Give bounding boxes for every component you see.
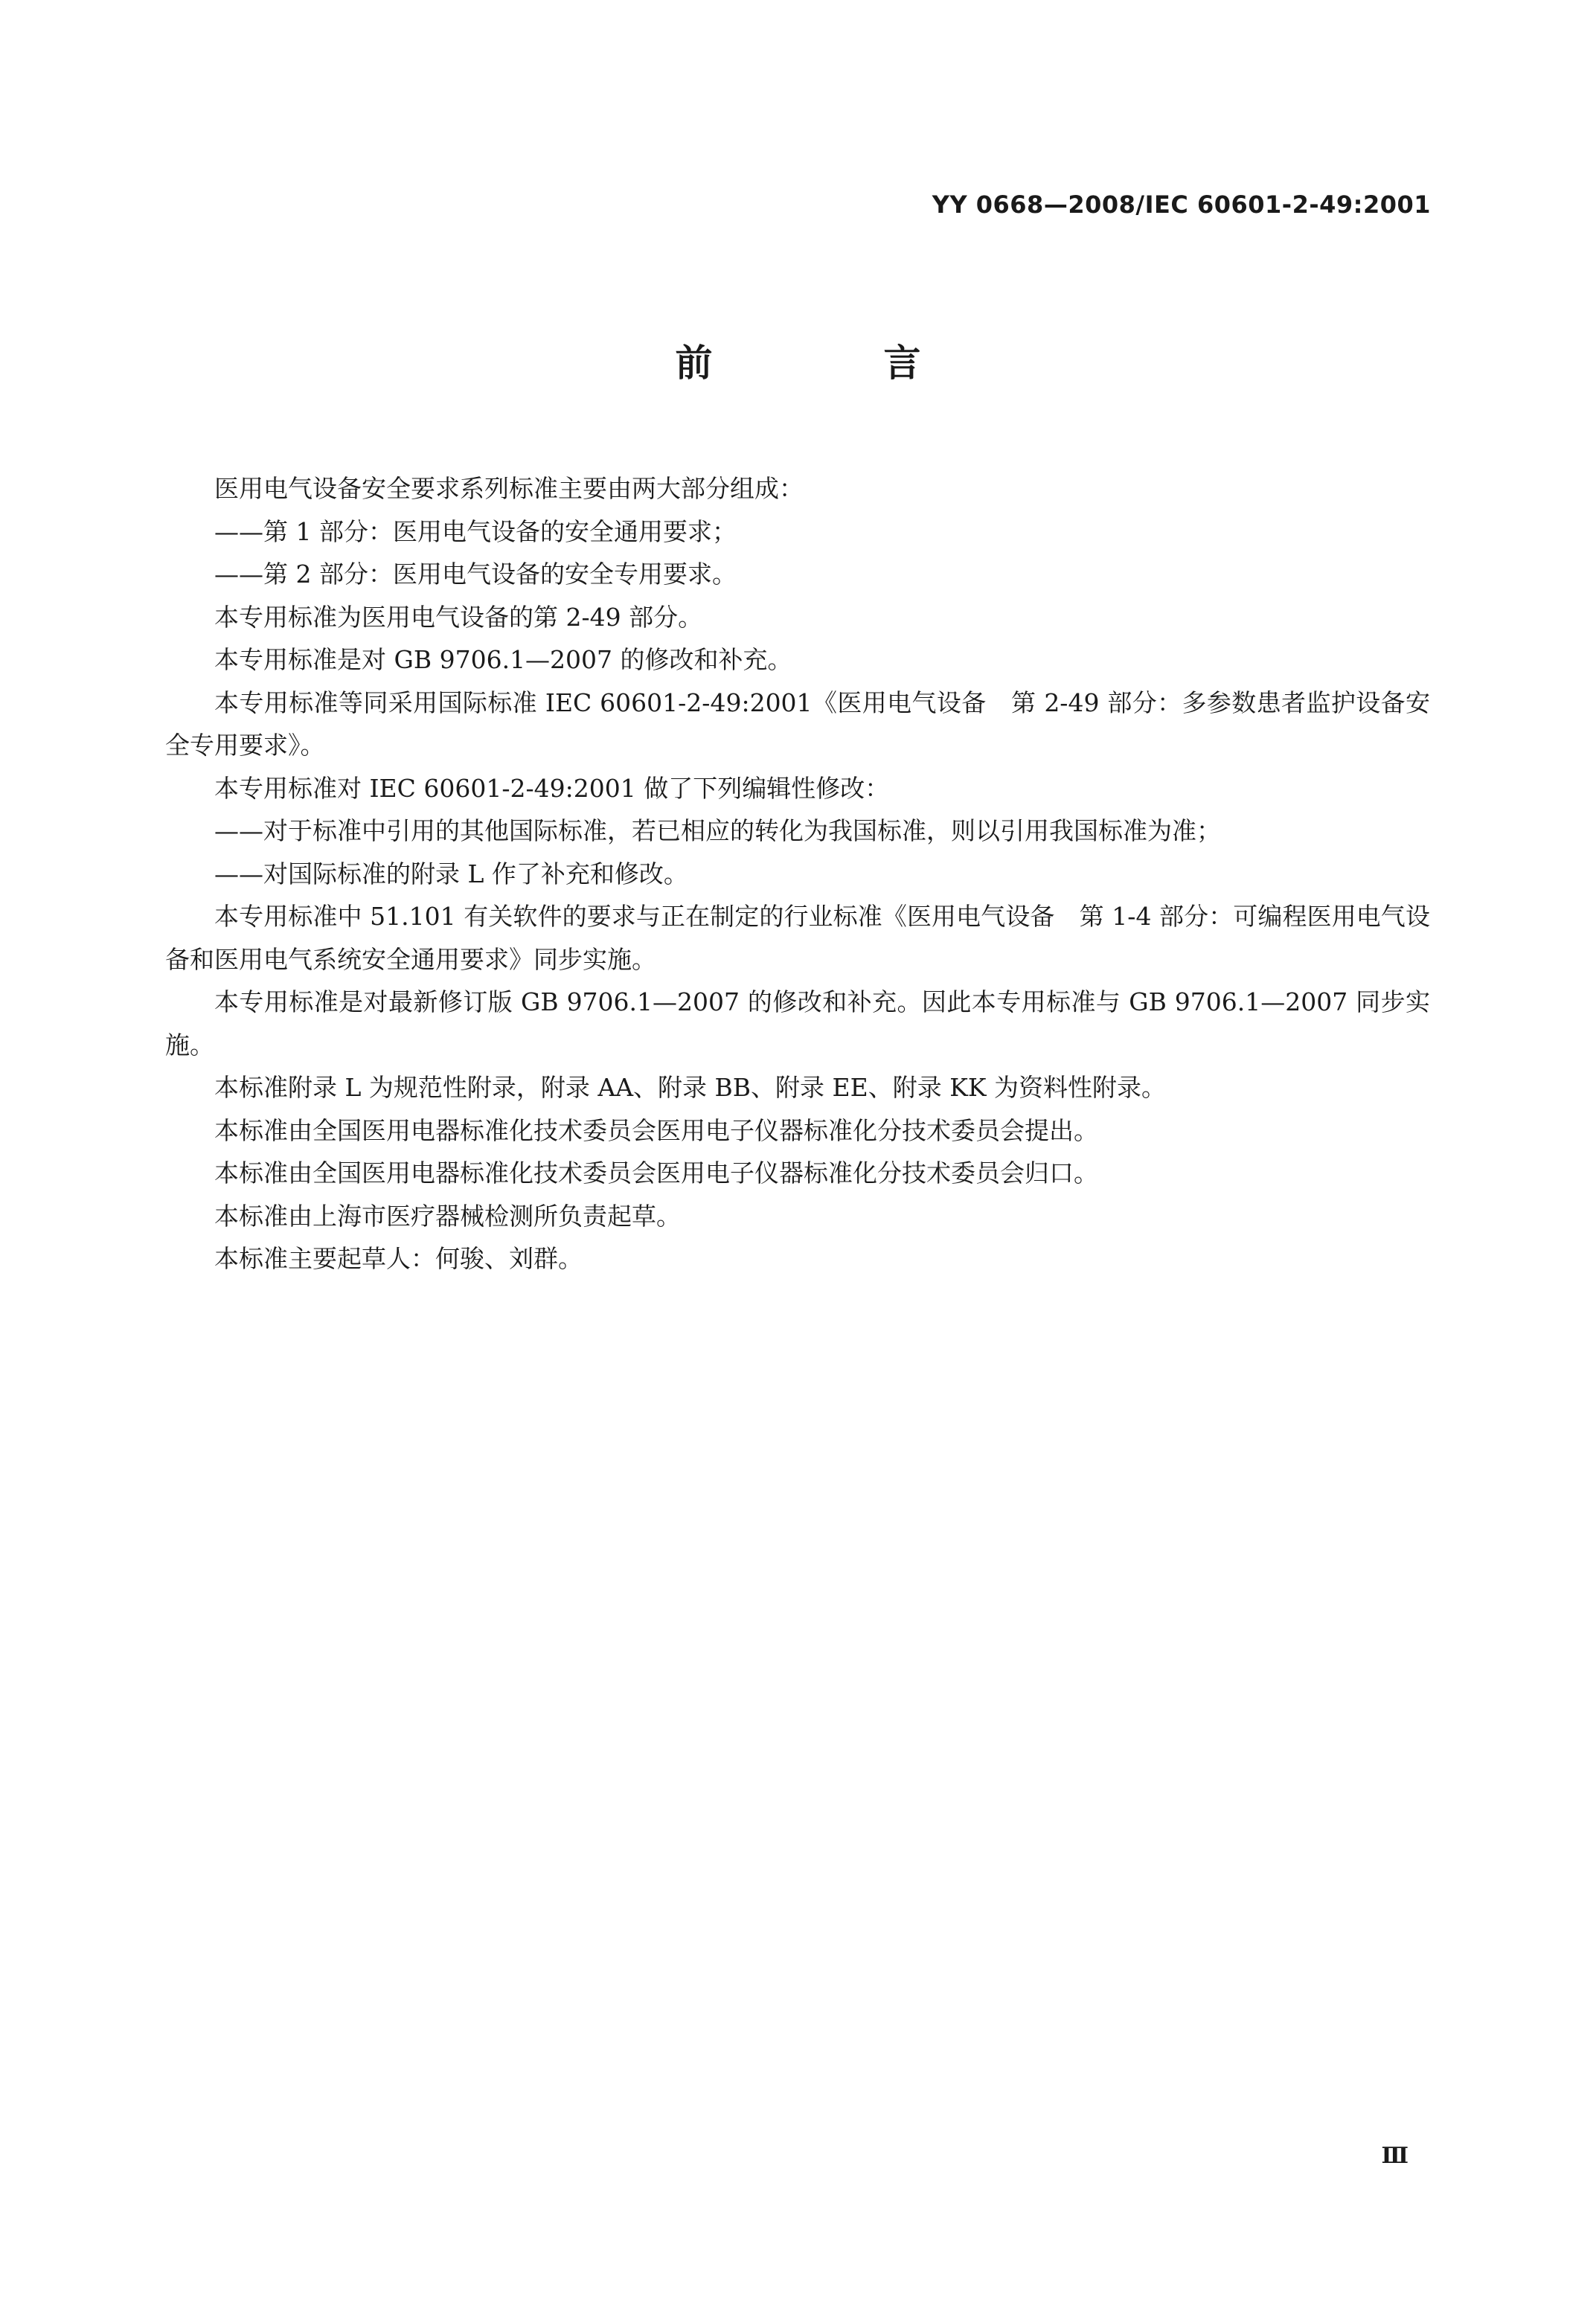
paragraph: 医用电气设备安全要求系列标准主要由两大部分组成： [214, 474, 804, 503]
paragraph: ——第 1 部分：医用电气设备的安全通用要求； [214, 516, 737, 546]
standard-code: YY 0668—2008/IEC 60601-2-49:2001 [932, 190, 1431, 219]
paragraph: 本标准附录 L 为规范性附录，附录 AA、附录 BB、附录 EE、附录 KK 为资料性附录。 [214, 1073, 1166, 1102]
body-text [165, 467, 1430, 1280]
paragraph: 本专用标准对 IEC 60601-2-49:2001 做了下列编辑性修改： [214, 773, 890, 803]
paragraph: ——对于标准中引用的其他国际标准，若已相应的转化为我国标准，则以引用我国标准为准； [214, 816, 1221, 845]
paragraph: 本专用标准为医用电气设备的第 2-49 部分。 [214, 602, 703, 632]
paragraph: 本专用标准中 51.101 有关软件的要求与正在制定的行业标准《医用电气设备 第 1-4 部分：可编程医用电气设备和医用电气系统安全通用要求》同步实施。 [165, 902, 1430, 974]
paragraph: 本专用标准是对最新修订版 GB 9706.1—2007 的修改和补充。因此本专用标准与 GB 9706.1—2007 同步实施。 [165, 987, 1430, 1060]
paragraph: 本标准由全国医用电器标准化技术委员会医用电子仪器标准化分技术委员会提出。 [214, 1115, 1098, 1145]
page-title: 前 言 [675, 342, 988, 385]
paragraph: 本标准由全国医用电器标准化技术委员会医用电子仪器标准化分技术委员会归口。 [214, 1158, 1098, 1187]
page-number: Ⅲ [1381, 2143, 1408, 2169]
paragraph: 本专用标准是对 GB 9706.1—2007 的修改和补充。 [214, 645, 792, 674]
paragraph: 本专用标准等同采用国际标准 IEC 60601-2-49:2001《医用电气设备 第 2-49 部分：多参数患者监护设备安全专用要求》。 [165, 687, 1430, 760]
paragraph: 本标准由上海市医疗器械检测所负责起草。 [214, 1201, 681, 1231]
paragraph: 本标准主要起草人：何骏、刘群。 [214, 1244, 583, 1273]
paragraph: ——第 2 部分：医用电气设备的安全专用要求。 [214, 560, 737, 589]
paragraph: ——对国际标准的附录 L 作了补充和修改。 [214, 859, 688, 888]
